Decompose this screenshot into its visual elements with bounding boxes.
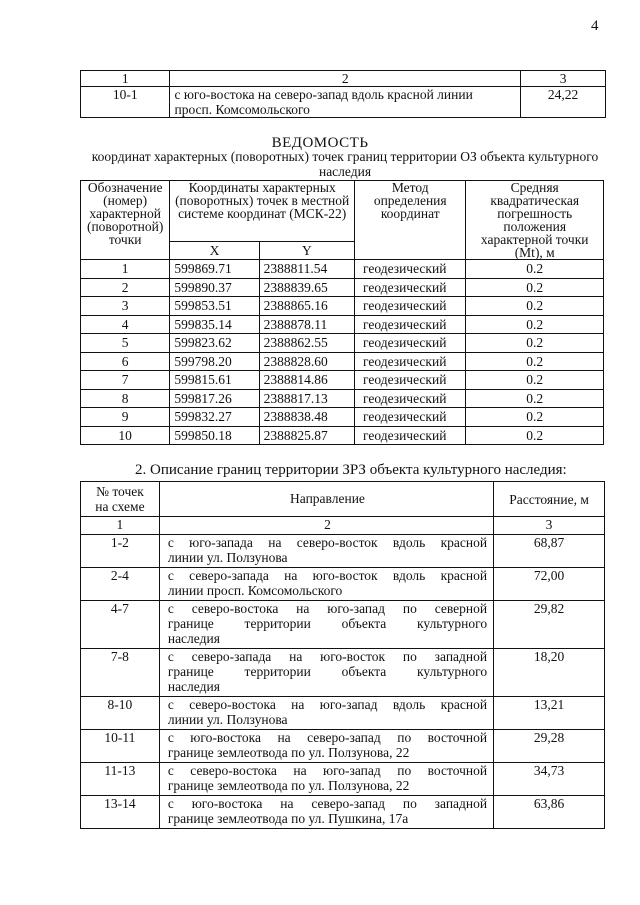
point-number: 9 <box>81 408 170 427</box>
segment-direction <box>159 796 493 829</box>
point-number: 2 <box>81 278 170 297</box>
y-coordinate: 2388839.65 <box>259 278 354 297</box>
direction-line: с северо-востока на юго-запад по восточной <box>167 763 488 778</box>
segment-number: 4-7 <box>81 601 160 649</box>
segment-distance: 29,82 <box>494 601 605 649</box>
method-cell: геодезический <box>355 426 466 445</box>
segment-number: 10-1 <box>81 87 170 118</box>
error-cell: 0.2 <box>466 389 604 408</box>
index-cell: 2 <box>159 517 493 535</box>
table-row <box>81 297 604 316</box>
point-number: 8 <box>81 389 170 408</box>
segment-distance: 24,22 <box>521 87 606 118</box>
direction-line: линии просп. Комсомольского <box>167 583 343 598</box>
y-coordinate: 2388865.16 <box>259 297 354 316</box>
num-header-line: на схеме <box>95 499 145 514</box>
x-coordinate: 599817.26 <box>170 389 259 408</box>
error-cell: 0.2 <box>466 352 604 371</box>
method-cell: геодезический <box>355 260 466 279</box>
direction-header: Направление <box>159 482 493 517</box>
table-row <box>81 763 605 796</box>
segment-direction <box>159 568 493 601</box>
point-number: 3 <box>81 297 170 316</box>
x-coordinate: 599853.51 <box>170 297 259 316</box>
segment-number: 8-10 <box>81 697 160 730</box>
method-cell: геодезический <box>355 352 466 371</box>
method-cell: геодезический <box>355 297 466 316</box>
y-coordinate: 2388817.13 <box>259 389 354 408</box>
y-coordinate: 2388811.54 <box>259 260 354 279</box>
continuation-table <box>80 70 606 118</box>
coordinates-table <box>80 180 604 445</box>
direction-line: с юго-востока на северо-запад по восточной <box>167 730 488 745</box>
x-header: X <box>170 241 259 259</box>
segment-direction <box>170 87 521 118</box>
table-row <box>81 730 605 763</box>
x-coordinate: 599832.27 <box>170 408 259 427</box>
point-number: 10 <box>81 426 170 445</box>
x-coordinate: 599850.18 <box>170 426 259 445</box>
method-cell: геодезический <box>355 371 466 390</box>
table-row <box>81 352 604 371</box>
segment-number: 13-14 <box>81 796 160 829</box>
y-coordinate: 2388862.55 <box>259 334 354 353</box>
table-row <box>81 315 604 334</box>
segment-direction <box>159 763 493 796</box>
segment-number: 1-2 <box>81 535 160 568</box>
segment-number: 2-4 <box>81 568 160 601</box>
segment-distance: 63,86 <box>494 796 605 829</box>
y-coordinate: 2388828.60 <box>259 352 354 371</box>
segment-number: 10-11 <box>81 730 160 763</box>
table-row <box>81 260 604 279</box>
point-number: 1 <box>81 260 170 279</box>
direction-line: просп. Комсомольского <box>174 102 310 117</box>
vedomost-title: ВЕДОМОСТЬ <box>271 135 369 151</box>
segment-direction <box>159 730 493 763</box>
direction-line: с северо-запада на юго-восток по западной <box>167 649 488 664</box>
error-cell: 0.2 <box>466 297 604 316</box>
num-header-line: № точек <box>96 484 144 499</box>
table-header-row <box>81 482 605 517</box>
segment-direction <box>159 649 493 697</box>
direction-line: с северо-запада на юго-восток вдоль красной <box>167 568 488 583</box>
table-row <box>81 278 604 297</box>
y-coordinate: 2388825.87 <box>259 426 354 445</box>
segment-distance: 34,73 <box>494 763 605 796</box>
segment-distance: 68,87 <box>494 535 605 568</box>
table-row <box>81 601 605 649</box>
direction-line: линии ул. Ползунова <box>167 550 288 565</box>
segment-direction <box>159 601 493 649</box>
table-index-row <box>81 517 605 535</box>
table-header-row <box>81 71 606 87</box>
header-cell: 2 <box>170 71 521 87</box>
table-row <box>81 568 605 601</box>
vedomost-subtitle: координат характерных (поворотных) точек границ территории ОЗ объекта культурного наследия <box>91 149 599 179</box>
error-cell: 0.2 <box>466 426 604 445</box>
direction-line: границе территории объекта культурного <box>167 664 488 679</box>
num-header <box>81 482 160 517</box>
direction-line: границе землеотвода по ул. Ползунова, 22 <box>167 778 410 793</box>
table-row <box>81 697 605 730</box>
x-coordinate: 599835.14 <box>170 315 259 334</box>
segment-distance: 72,00 <box>494 568 605 601</box>
error-header: Средняя квадратическая погрешность положения характерной точки (Mt), м <box>466 181 604 260</box>
y-coordinate: 2388838.48 <box>259 408 354 427</box>
point-number: 6 <box>81 352 170 371</box>
y-coordinate: 2388878.11 <box>259 315 354 334</box>
table-row <box>81 334 604 353</box>
x-coordinate: 599869.71 <box>170 260 259 279</box>
direction-line: с юго-востока на северо-запад вдоль красной линии <box>174 87 473 102</box>
error-cell: 0.2 <box>466 278 604 297</box>
error-cell: 0.2 <box>466 260 604 279</box>
table-row <box>81 389 604 408</box>
point-number: 7 <box>81 371 170 390</box>
boundary-description-table <box>80 481 605 829</box>
table-row <box>81 371 604 390</box>
x-coordinate: 599798.20 <box>170 352 259 371</box>
point-header: Обозначение (номер) характерной (поворотной) точки <box>81 181 170 260</box>
x-coordinate: 599815.61 <box>170 371 259 390</box>
index-cell: 1 <box>81 517 160 535</box>
header-cell: 1 <box>81 71 170 87</box>
segment-direction <box>159 535 493 568</box>
section-heading: 2. Описание границ территории ЗРЗ объекта культурного наследия: <box>135 462 567 478</box>
x-coordinate: 599890.37 <box>170 278 259 297</box>
index-cell: 3 <box>494 517 605 535</box>
direction-line: границе землеотвода по ул. Ползунова, 22 <box>167 745 410 760</box>
segment-number: 7-8 <box>81 649 160 697</box>
error-cell: 0.2 <box>466 334 604 353</box>
direction-line: линии ул. Ползунова <box>167 712 288 727</box>
direction-line: с северо-востока на юго-запад вдоль красной <box>167 697 488 712</box>
method-header: Метод определения координат <box>355 181 466 260</box>
table-row <box>81 796 605 829</box>
x-coordinate: 599823.62 <box>170 334 259 353</box>
y-coordinate: 2388814.86 <box>259 371 354 390</box>
page-number: 4 <box>591 18 599 34</box>
y-header: Y <box>259 241 354 259</box>
table-row <box>81 535 605 568</box>
error-cell: 0.2 <box>466 408 604 427</box>
segment-distance: 18,20 <box>494 649 605 697</box>
direction-line: с юго-запада на северо-восток вдоль красной <box>167 535 488 550</box>
table-row <box>81 426 604 445</box>
table-row <box>81 87 606 118</box>
direction-line: наследия <box>167 679 220 694</box>
table-header-row <box>81 181 604 242</box>
segment-distance: 29,28 <box>494 730 605 763</box>
method-cell: геодезический <box>355 334 466 353</box>
method-cell: геодезический <box>355 278 466 297</box>
distance-header: Расстояние, м <box>494 482 605 517</box>
direction-line: с северо-востока на юго-запад по северной <box>167 601 488 616</box>
table-row <box>81 649 605 697</box>
direction-line: границе территории объекта культурного <box>167 616 488 631</box>
method-cell: геодезический <box>355 389 466 408</box>
table-row <box>81 408 604 427</box>
method-cell: геодезический <box>355 315 466 334</box>
segment-direction <box>159 697 493 730</box>
error-cell: 0.2 <box>466 315 604 334</box>
direction-line: наследия <box>167 631 220 646</box>
direction-line: с юго-востока на северо-запад по западной <box>167 796 488 811</box>
error-cell: 0.2 <box>466 371 604 390</box>
point-number: 5 <box>81 334 170 353</box>
segment-number: 11-13 <box>81 763 160 796</box>
direction-line: границе землеотвода по ул. Пушкина, 17а <box>167 811 409 826</box>
segment-distance: 13,21 <box>494 697 605 730</box>
header-cell: 3 <box>521 71 606 87</box>
coords-header: Координаты характерных (поворотных) точек в местной системе координат (МСК-22) <box>170 181 355 242</box>
method-cell: геодезический <box>355 408 466 427</box>
point-number: 4 <box>81 315 170 334</box>
